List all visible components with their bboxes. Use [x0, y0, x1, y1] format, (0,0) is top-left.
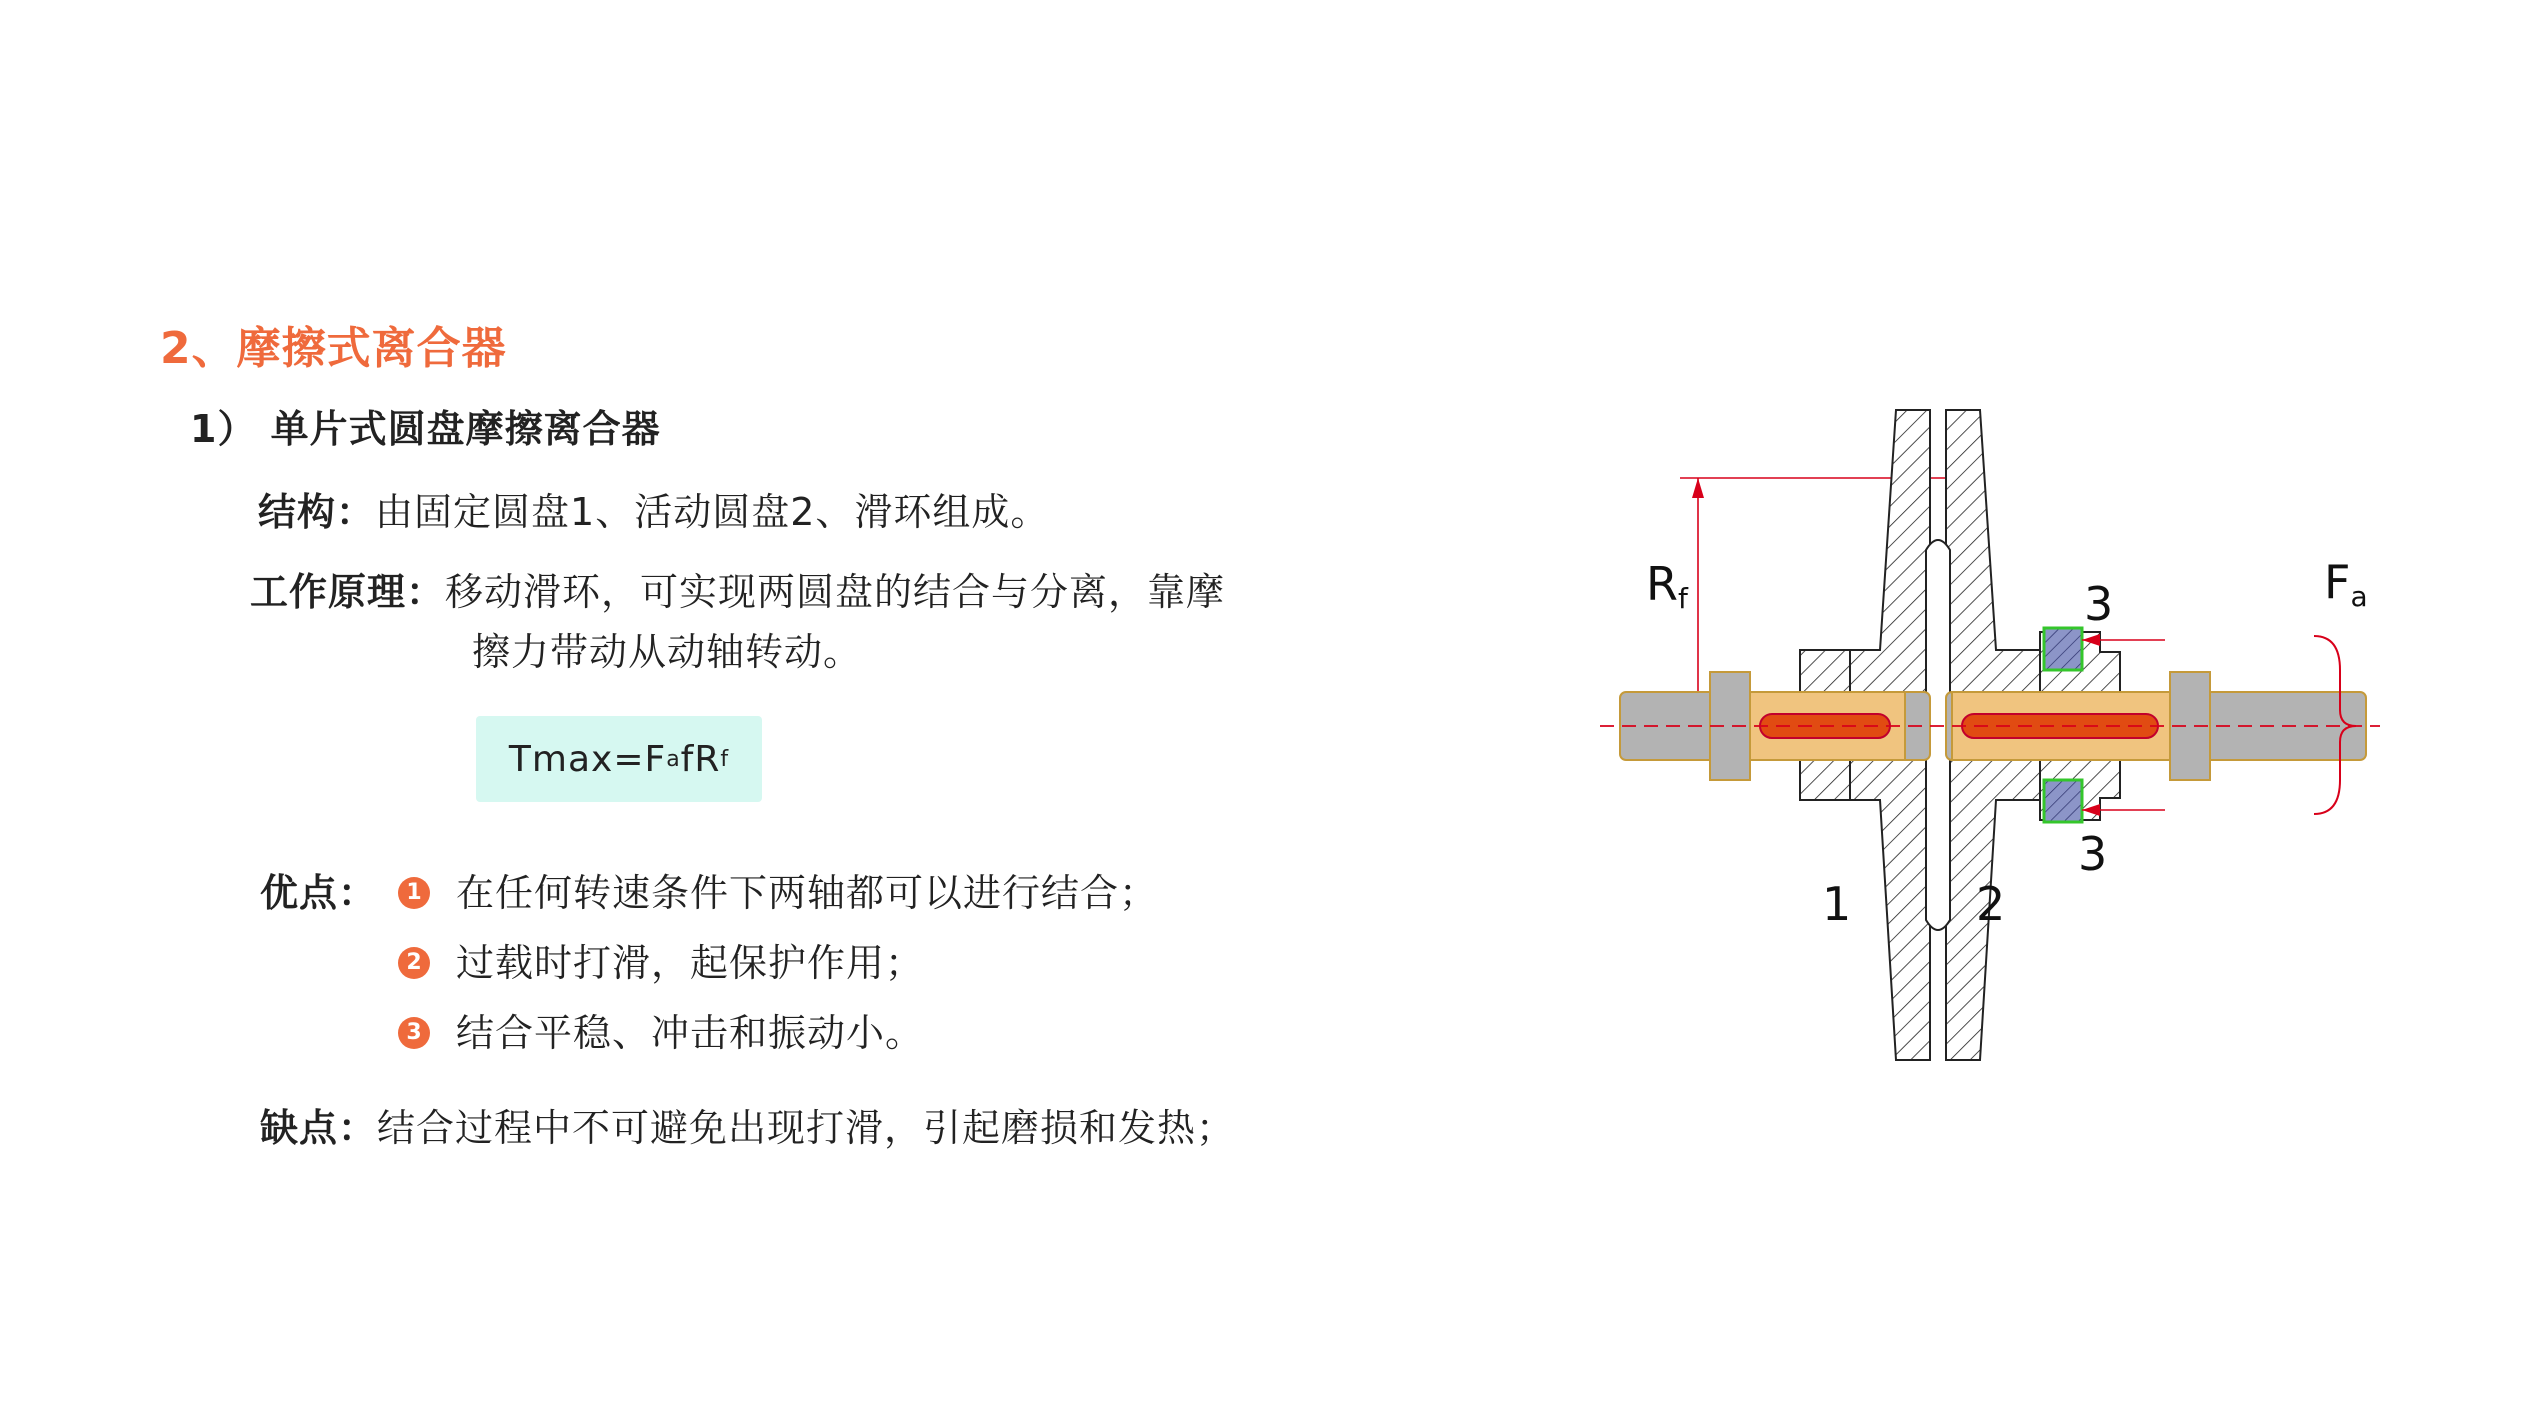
number-badge-icon: 3: [398, 1017, 430, 1049]
formula-sub-a: a: [666, 746, 681, 772]
label-3-top: 3: [2084, 577, 2114, 631]
principle-text-line2: 擦力带动从动轴转动。: [472, 630, 863, 674]
section-title: 2、摩擦式离合器: [160, 323, 507, 374]
advantage-item: [260, 998, 1158, 1068]
formula-mid: fR: [680, 738, 721, 780]
principle-block: [250, 562, 1225, 682]
disadvantage-line: [260, 1098, 1235, 1158]
sliding-ring-top: [2044, 628, 2082, 670]
advantage-text: 在任何转速条件下两轴都可以进行结合；: [456, 871, 1159, 915]
subsection-title: 1） 单片式圆盘摩擦离合器: [190, 407, 661, 451]
principle-label: 工作原理：: [250, 570, 446, 614]
formula-main: Tmax=F: [508, 738, 667, 780]
structure-line: [258, 482, 1049, 542]
advantage-item: [260, 858, 1158, 928]
advantage-text: 过载时打滑，起保护作用；: [456, 941, 925, 985]
clutch-diagram: [1600, 380, 2380, 1080]
label-1: 1: [1822, 877, 1852, 931]
label-3-bottom: 3: [2078, 827, 2108, 881]
advantage-text: 结合平稳、冲击和振动小。: [456, 1011, 925, 1055]
disadvantages-text: 结合过程中不可避免出现打滑，引起磨损和发热；: [377, 1106, 1236, 1150]
formula-sub-f: f: [720, 746, 730, 772]
formula-box: [476, 716, 762, 802]
number-badge-icon: 2: [398, 947, 430, 979]
advantage-item: [260, 928, 1158, 998]
principle-text-line1: 移动滑环，可实现两圆盘的结合与分离，靠摩: [445, 570, 1226, 614]
label-fa: Fa: [2324, 555, 2368, 613]
label-rf: Rf: [1646, 557, 1688, 615]
label-2: 2: [1976, 877, 2006, 931]
structure-text: 由固定圆盘1、活动圆盘2、滑环组成。: [375, 490, 1050, 534]
advantages-label: 优点：: [260, 871, 378, 915]
disadvantages-label: 缺点：: [260, 1106, 378, 1150]
advantages-list: [260, 858, 1158, 1068]
structure-label: 结构：: [258, 490, 376, 534]
sliding-ring-bottom: [2044, 780, 2082, 822]
number-badge-icon: 1: [398, 877, 430, 909]
